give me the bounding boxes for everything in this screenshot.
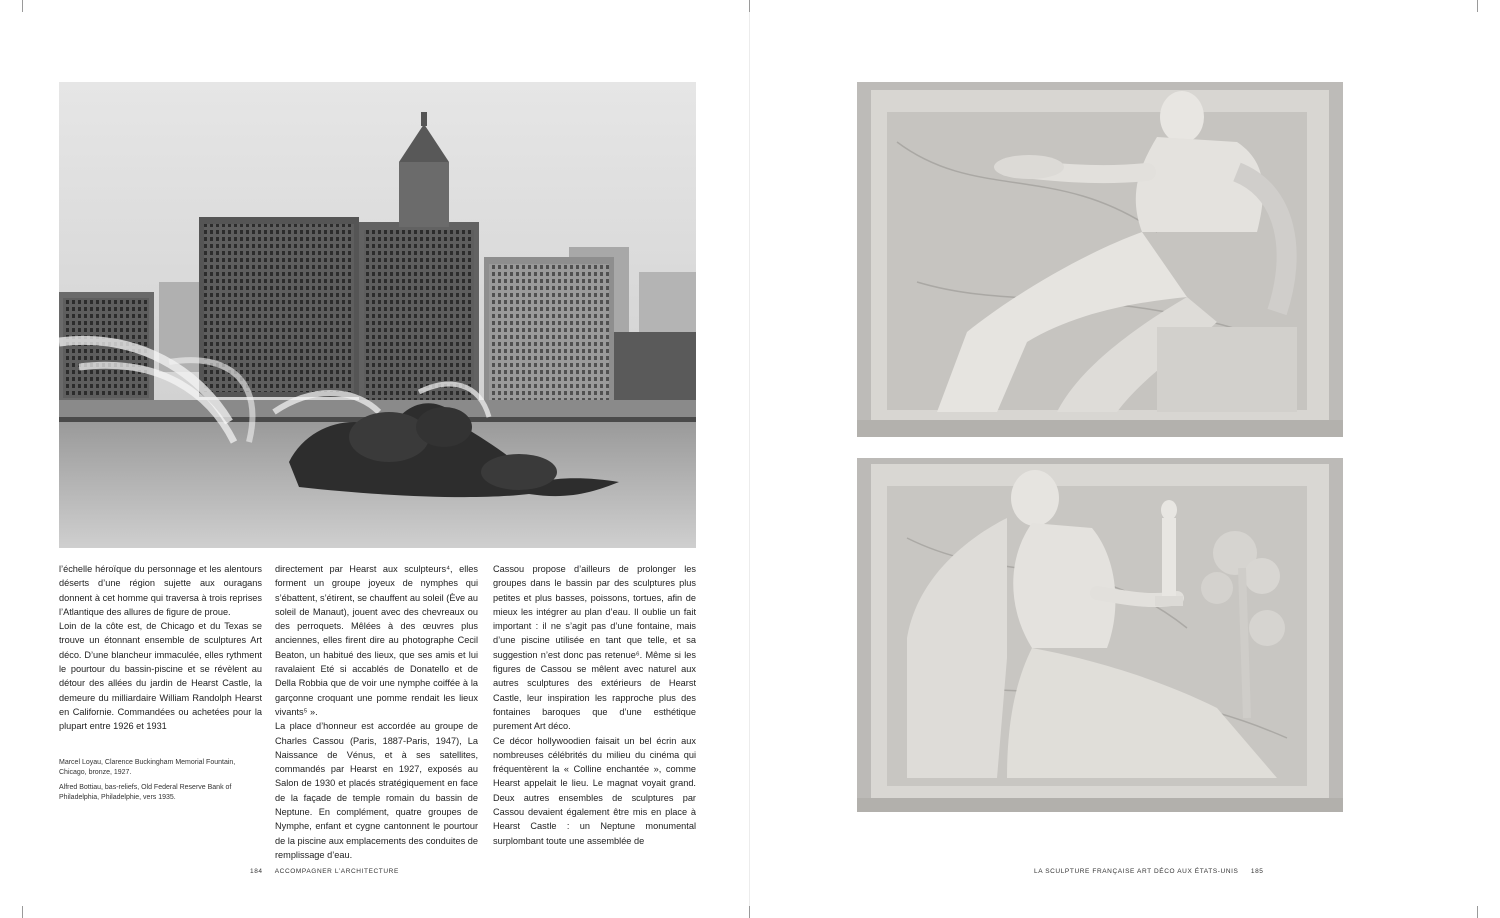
relief-photo-bottom <box>857 458 1343 812</box>
paragraph: directement par Hearst aux sculpteurs⁴, elles forment un groupe joyeux de nymphes qui s’ébattent, s’étirent, se chauffent au soleil (Ève au soleil de Manaut), jouent avec des chevreaux ou des perroquets. Mêlées à des œuvres plus anciennes, elles firent dire au photographe Cecil Beaton, un habitué des lieux, que ses amis et lui ravalaient Eté si accablés de Donatello et de Della Robbia que de voir une nymphe coiffée à la garçonne croquant une pomme rendait les lieux vivants⁵ ». <box>275 564 478 717</box>
text-column-3 <box>493 562 696 848</box>
crop-mark <box>1477 906 1478 918</box>
spread-divider <box>749 0 750 918</box>
crop-mark <box>1477 0 1478 12</box>
text-column-2 <box>275 562 478 862</box>
text-column-1 <box>59 562 262 734</box>
running-title: ACCOMPAGNER L’ARCHITECTURE <box>274 868 399 875</box>
crop-mark <box>749 0 750 12</box>
fountain-photo <box>59 82 696 548</box>
crop-mark <box>749 906 750 918</box>
paragraph: Cassou propose d’ailleurs de prolonger les groupes dans le bassin par des sculptures plus petites et plus basses, poissons, tortues, afin de mieux les intégrer au plan d’eau. Il oublie un fait important : il ne s’agit pas d’une fontaine, mais d’une piscine utilisée en tant que telle, et sa suggestion n’est donc pas retenue⁶. Même si les figures de Cassou se mêlent avec naturel aux autres sculptures des extérieurs de Hearst Castle, leur inspiration les rapproche plus des fontaines baroques que d’une esthétique purement Art déco. <box>493 564 696 732</box>
page-number: 184 <box>250 868 263 875</box>
paragraph: Loin de la côte est, de Chicago et du Texas se trouve un étonnant ensemble de sculptures Art déco. D’une blancheur immaculée, elles rythment le pourtour du bassin-piscine et se révèlent au détour des allées du jardin de Hearst Castle, la demeure du milliardaire William Randolph Hearst en Californie. Commandées ou achetées pour la plupart entre 1926 et 1931 <box>59 621 262 732</box>
paragraph: La place d’honneur est accordée au groupe de Charles Cassou (Paris, 1887-Paris, 1947), La Naissance de Vénus, et à ses satellites, commandés par Hearst en 1927, exposés au Salon de 1930 et placés stratégiquement en face de la façade de temple romain du bassin de Neptune. En complément, quatre groupes de Nymphe, enfant et cygne cantonnent le pourtour de la piscine aux emplacements des conduites de remplissage d’eau. <box>275 721 478 860</box>
crop-mark <box>22 906 23 918</box>
paragraph: l’échelle héroïque du personnage et les alentours déserts d’une région sujette aux ouragans donnent à cet homme qui traversa à trois reprises l’Atlantique des allures de figure de proue. <box>59 564 262 617</box>
photo-caption: Alfred Bottiau, bas-reliefs, Old Federal Reserve Bank of Philadelphia, Philadelphie, vers 1935. <box>59 784 232 801</box>
relief-female-illustration <box>857 458 1343 812</box>
running-title: LA SCULPTURE FRANÇAISE ART DÉCO AUX ÉTATS-UNIS <box>1034 868 1239 875</box>
fountain-illustration <box>59 82 696 548</box>
relief-male-illustration <box>857 82 1343 437</box>
relief-photo-top <box>857 82 1343 437</box>
photo-caption: Marcel Loyau, Clarence Buckingham Memorial Fountain, Chicago, bronze, 1927. <box>59 759 236 776</box>
folio-left <box>250 868 399 875</box>
page-number: 185 <box>1250 868 1264 875</box>
folio-right <box>1034 868 1264 875</box>
crop-mark <box>22 0 23 12</box>
paragraph: Ce décor hollywoodien faisait un bel écrin aux nombreuses célébrités du milieu du cinéma qui fréquentèrent la « Colline enchantée », comme Hearst appelait le lieu. Le magnat voyait grand. Deux autres ensembles de sculptures par Cassou devaient également être mis en place à Hearst Castle : un Neptune monumental surplombant toute une assemblée de <box>493 735 696 846</box>
